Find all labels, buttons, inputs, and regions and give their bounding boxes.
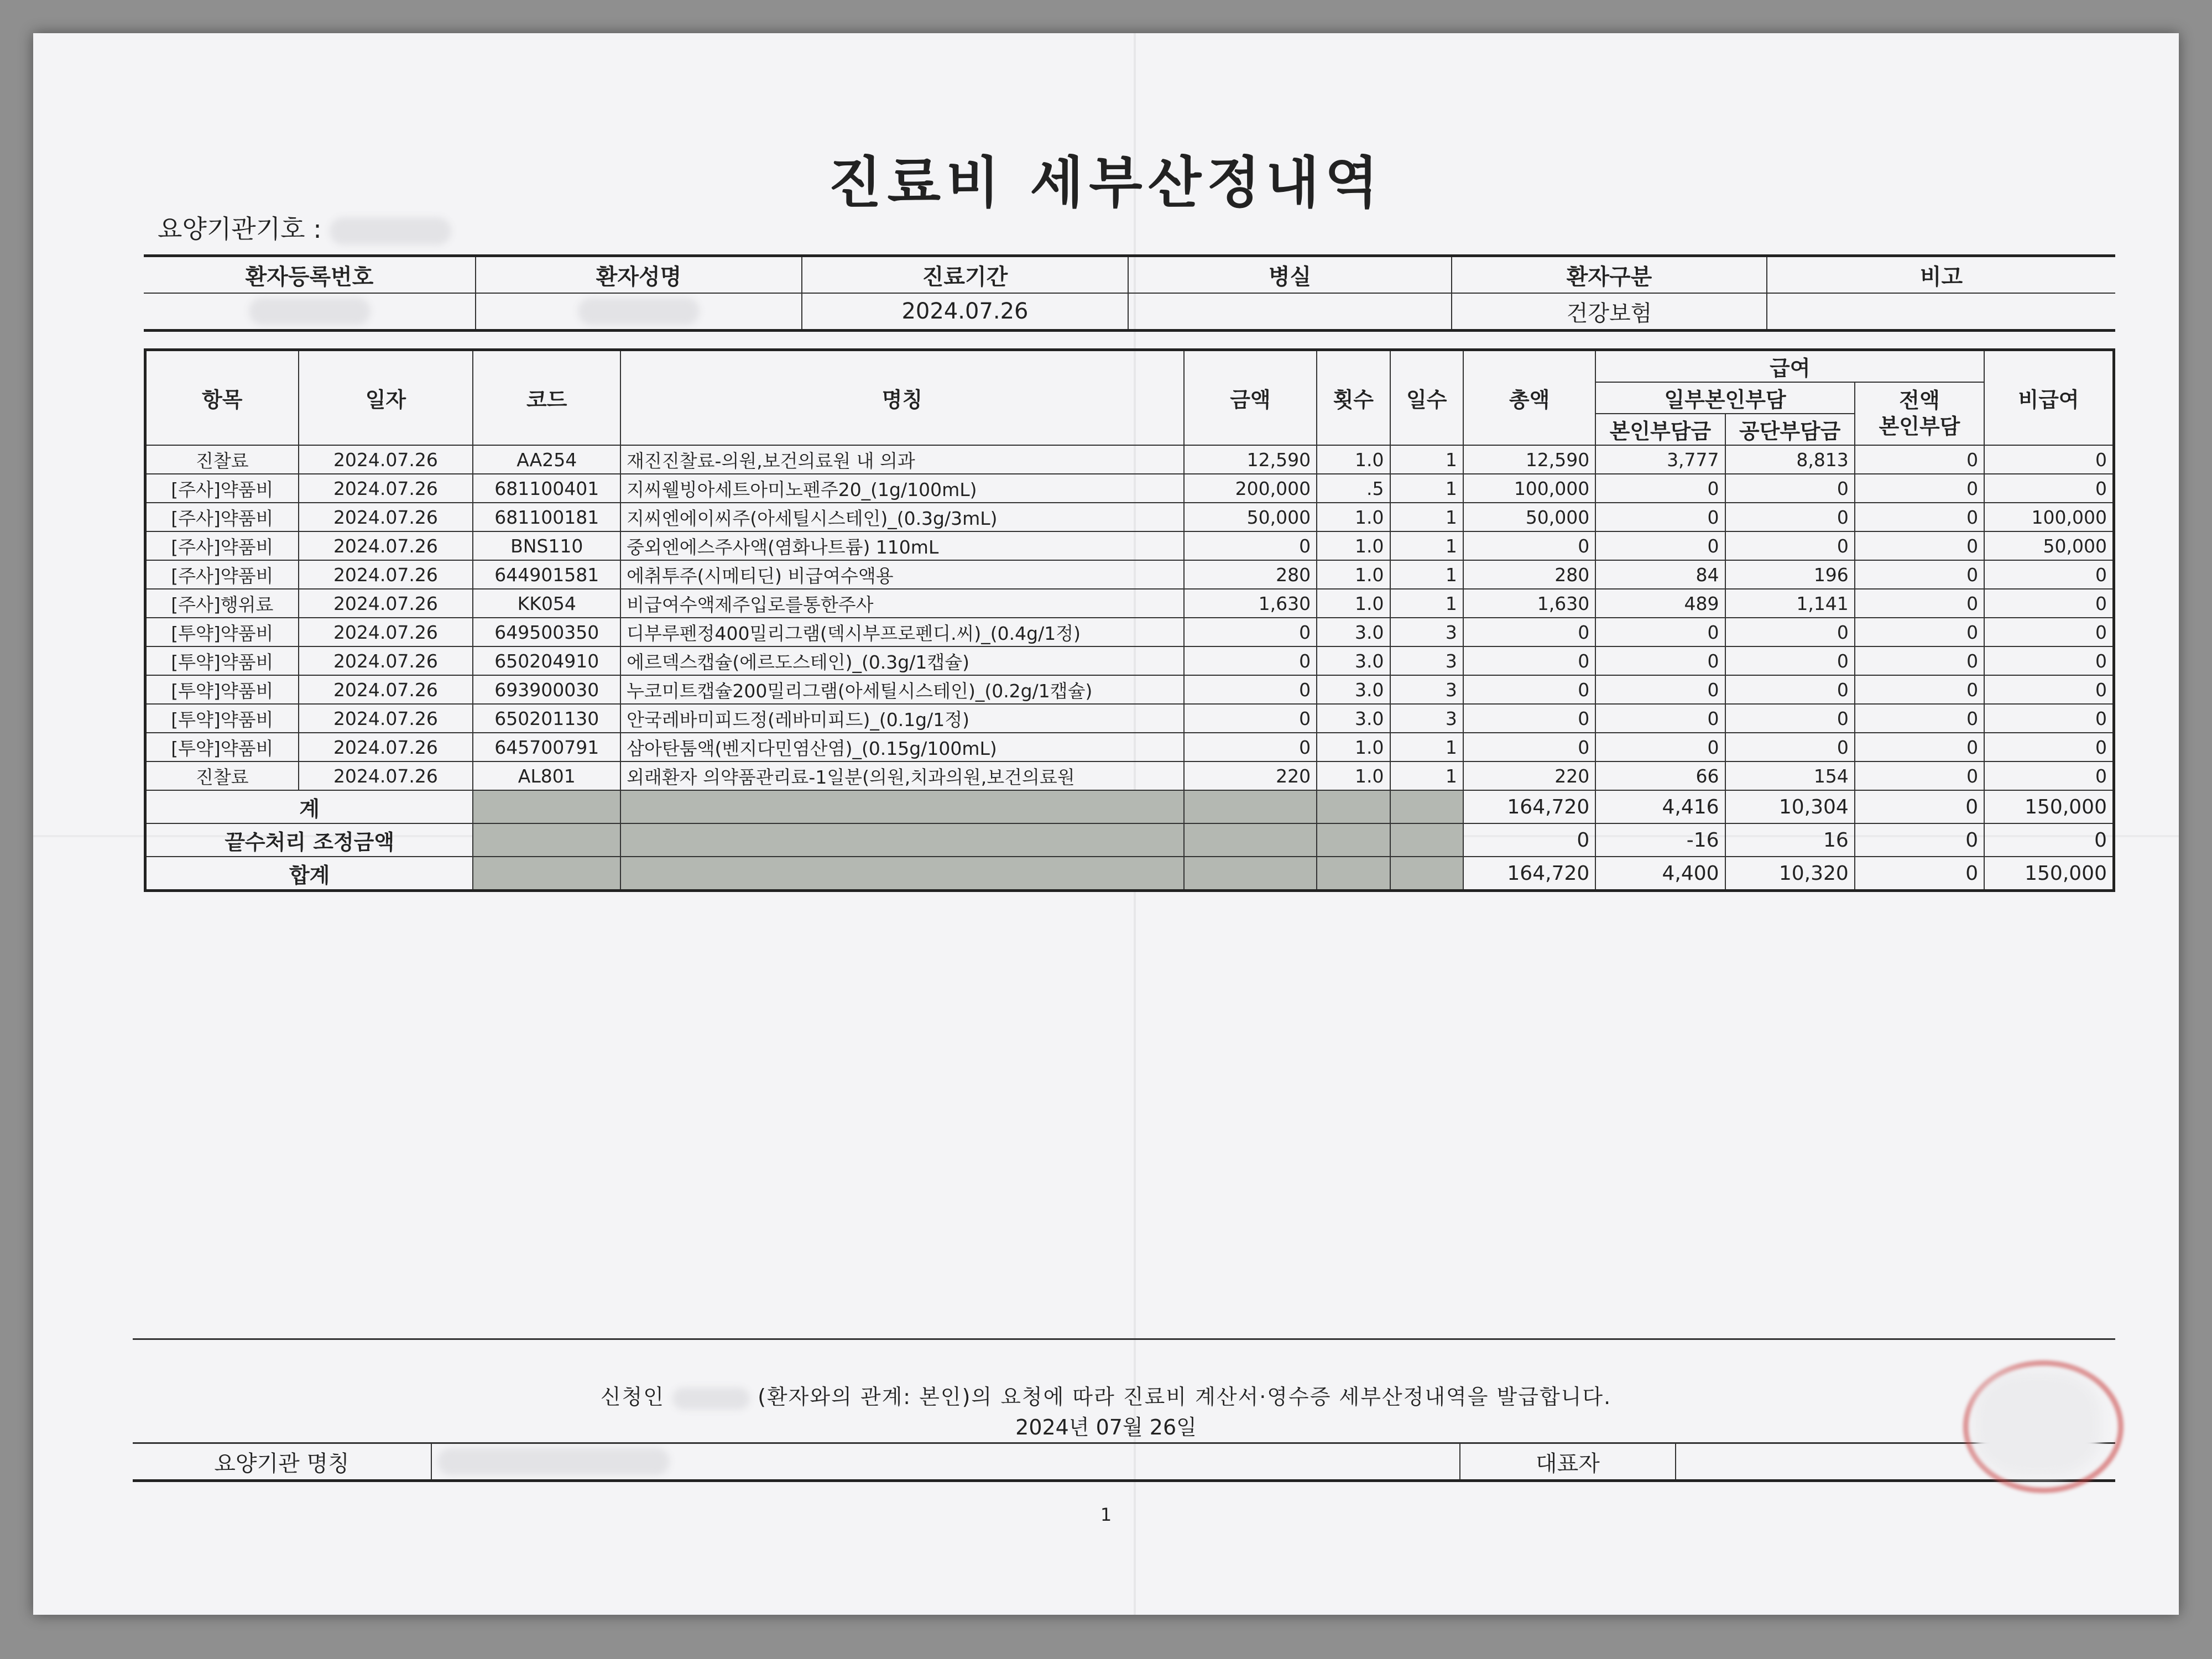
row-self-pay: 0 — [1595, 474, 1725, 503]
row-date: 2024.07.26 — [299, 618, 473, 646]
institution-name-value — [431, 1443, 1460, 1481]
col-header-full-self: 전액 본인부담 — [1855, 382, 1984, 445]
row-days: 1 — [1390, 445, 1463, 474]
representative-label: 대표자 — [1460, 1443, 1676, 1481]
row-date: 2024.07.26 — [299, 646, 473, 675]
row-times: 3.0 — [1317, 646, 1390, 675]
col-header-amount: 금액 — [1184, 350, 1317, 446]
summary-total: 164,720 — [1463, 790, 1595, 823]
row-insurer-pay: 154 — [1725, 761, 1855, 790]
col-header-insurer-pay: 공단부담금 — [1725, 414, 1855, 445]
institution-code-label: 요양기관기호 : — [158, 214, 322, 244]
row-total: 0 — [1463, 618, 1595, 646]
row-amount: 0 — [1184, 675, 1317, 704]
header-patient-type: 환자구분 — [1452, 256, 1767, 294]
row-amount: 1,630 — [1184, 589, 1317, 618]
row-amount: 12,590 — [1184, 445, 1317, 474]
row-full-self: 0 — [1855, 704, 1984, 733]
row-noncovered: 0 — [1984, 733, 2114, 761]
institution-name-label: 요양기관 명칭 — [133, 1443, 431, 1481]
row-total: 100,000 — [1463, 474, 1595, 503]
summary-noncovered: 150,000 — [1984, 857, 2114, 891]
row-total: 0 — [1463, 531, 1595, 560]
col-header-covered: 급여 — [1595, 350, 1984, 383]
row-times: 3.0 — [1317, 618, 1390, 646]
row-full-self: 0 — [1855, 618, 1984, 646]
row-item: [투약]약품비 — [145, 675, 299, 704]
row-self-pay: 0 — [1595, 531, 1725, 560]
summary-self-pay: 4,400 — [1595, 857, 1725, 891]
row-item: [투약]약품비 — [145, 704, 299, 733]
summary-insurer-pay: 10,320 — [1725, 857, 1855, 891]
row-date: 2024.07.26 — [299, 675, 473, 704]
row-item: [주사]약품비 — [145, 474, 299, 503]
row-item: [주사]약품비 — [145, 503, 299, 531]
row-code: 681100401 — [473, 474, 620, 503]
row-noncovered: 0 — [1984, 704, 2114, 733]
summary-self-pay: -16 — [1595, 823, 1725, 857]
col-header-name: 명칭 — [620, 350, 1184, 446]
signature-table — [133, 1442, 2115, 1482]
grey-cell — [1184, 857, 1317, 891]
row-days: 1 — [1390, 761, 1463, 790]
row-item: [주사]약품비 — [145, 560, 299, 589]
row-name: 에르덱스캡슐(에르도스테인)_(0.3g/1캡슐) — [620, 646, 1184, 675]
document-paper — [33, 33, 2179, 1615]
row-insurer-pay: 0 — [1725, 646, 1855, 675]
issuance-statement — [33, 1380, 2179, 1410]
row-date: 2024.07.26 — [299, 474, 473, 503]
issue-date: 2024년 07월 26일 — [1015, 1415, 1197, 1439]
row-days: 3 — [1390, 675, 1463, 704]
col-header-noncovered: 비급여 — [1984, 350, 2114, 446]
col-header-code: 코드 — [473, 350, 620, 446]
grey-cell — [1390, 823, 1463, 857]
row-insurer-pay: 0 — [1725, 675, 1855, 704]
row-name: 중외엔에스주사액(염화나트륨) 110mL — [620, 531, 1184, 560]
summary-row-rounding — [145, 823, 2114, 857]
institution-code — [158, 209, 451, 246]
table-row — [145, 445, 2114, 474]
row-days: 1 — [1390, 589, 1463, 618]
row-name: 비급여수액제주입로를통한주사 — [620, 589, 1184, 618]
col-header-date: 일자 — [299, 350, 473, 446]
row-days: 3 — [1390, 646, 1463, 675]
row-noncovered: 0 — [1984, 474, 2114, 503]
patient-type-value: 건강보험 — [1452, 293, 1767, 331]
ward-value — [1128, 293, 1452, 331]
table-row — [145, 560, 2114, 589]
summary-noncovered: 150,000 — [1984, 790, 2114, 823]
row-self-pay: 489 — [1595, 589, 1725, 618]
row-times: 1.0 — [1317, 733, 1390, 761]
grey-cell — [473, 790, 620, 823]
summary-label: 계 — [145, 790, 473, 823]
patient-info-header-row — [144, 256, 2115, 294]
table-row — [145, 589, 2114, 618]
row-name: 안국레바미피드정(레바미피드)_(0.1g/1정) — [620, 704, 1184, 733]
row-self-pay: 66 — [1595, 761, 1725, 790]
row-date: 2024.07.26 — [299, 589, 473, 618]
row-code: 649500350 — [473, 618, 620, 646]
row-full-self: 0 — [1855, 445, 1984, 474]
row-amount: 0 — [1184, 531, 1317, 560]
row-insurer-pay: 8,813 — [1725, 445, 1855, 474]
row-full-self: 0 — [1855, 589, 1984, 618]
row-code: 650201130 — [473, 704, 620, 733]
row-total: 0 — [1463, 646, 1595, 675]
row-item: [투약]약품비 — [145, 646, 299, 675]
row-insurer-pay: 0 — [1725, 704, 1855, 733]
patient-id-value — [144, 293, 476, 331]
row-total: 12,590 — [1463, 445, 1595, 474]
summary-full-self: 0 — [1855, 857, 1984, 891]
statement-suffix: (환자와의 관계: 본인)의 요청에 따라 진료비 계산서·영수증 세부산정내역을 발급합니다. — [758, 1385, 1612, 1409]
row-self-pay: 0 — [1595, 503, 1725, 531]
col-header-partial-self: 일부본인부담 — [1595, 382, 1855, 414]
row-noncovered: 0 — [1984, 761, 2114, 790]
table-row — [145, 761, 2114, 790]
row-code: KK054 — [473, 589, 620, 618]
patient-name-value — [476, 293, 802, 331]
row-name: 지씨웰빙아세트아미노펜주20_(1g/100mL) — [620, 474, 1184, 503]
redacted-institution-name — [437, 1448, 670, 1475]
signature-row — [133, 1443, 2115, 1481]
row-self-pay: 0 — [1595, 646, 1725, 675]
grey-cell — [620, 857, 1184, 891]
row-total: 220 — [1463, 761, 1595, 790]
redacted-patient-name — [578, 298, 700, 325]
row-full-self: 0 — [1855, 761, 1984, 790]
statement-prefix: 신청인 — [600, 1385, 665, 1409]
row-code: BNS110 — [473, 531, 620, 560]
summary-insurer-pay: 16 — [1725, 823, 1855, 857]
patient-info-value-row — [144, 293, 2115, 331]
table-row — [145, 531, 2114, 560]
row-full-self: 0 — [1855, 675, 1984, 704]
row-amount: 0 — [1184, 646, 1317, 675]
row-amount: 50,000 — [1184, 503, 1317, 531]
row-times: 1.0 — [1317, 589, 1390, 618]
row-date: 2024.07.26 — [299, 503, 473, 531]
table-row — [145, 618, 2114, 646]
table-row — [145, 646, 2114, 675]
header-treatment-period: 진료기간 — [802, 256, 1128, 294]
row-date: 2024.07.26 — [299, 531, 473, 560]
header-remarks: 비고 — [1767, 256, 2115, 294]
table-row — [145, 474, 2114, 503]
row-insurer-pay: 196 — [1725, 560, 1855, 589]
row-days: 1 — [1390, 733, 1463, 761]
row-item: [주사]약품비 — [145, 531, 299, 560]
grey-cell — [473, 857, 620, 891]
col-header-times: 횟수 — [1317, 350, 1390, 446]
row-self-pay: 0 — [1595, 675, 1725, 704]
summary-full-self: 0 — [1855, 823, 1984, 857]
row-date: 2024.07.26 — [299, 704, 473, 733]
row-full-self: 0 — [1855, 474, 1984, 503]
row-total: 0 — [1463, 733, 1595, 761]
row-times: 1.0 — [1317, 560, 1390, 589]
row-amount: 220 — [1184, 761, 1317, 790]
row-item: [주사]행위료 — [145, 589, 299, 618]
header-patient-id: 환자등록번호 — [144, 256, 476, 294]
row-code: 644901581 — [473, 560, 620, 589]
row-name: 누코미트캡슐200밀리그램(아세틸시스테인)_(0.2g/1캡슐) — [620, 675, 1184, 704]
charge-rows — [145, 445, 2114, 891]
row-code: 693900030 — [473, 675, 620, 704]
grey-cell — [1317, 790, 1390, 823]
remarks-value — [1767, 293, 2115, 331]
row-amount: 0 — [1184, 704, 1317, 733]
row-self-pay: 0 — [1595, 704, 1725, 733]
row-code: 681100181 — [473, 503, 620, 531]
row-times: 3.0 — [1317, 675, 1390, 704]
redacted-seal — [1974, 1371, 2101, 1477]
row-insurer-pay: 0 — [1725, 618, 1855, 646]
row-amount: 0 — [1184, 733, 1317, 761]
row-noncovered: 0 — [1984, 646, 2114, 675]
page-number: 1 — [1100, 1504, 1112, 1525]
row-noncovered: 50,000 — [1984, 531, 2114, 560]
row-name: 외래환자 의약품관리료-1일분(의원,치과의원,보건의료원 — [620, 761, 1184, 790]
row-total: 0 — [1463, 675, 1595, 704]
row-name: 지씨엔에이씨주(아세틸시스테인)_(0.3g/3mL) — [620, 503, 1184, 531]
row-insurer-pay: 0 — [1725, 503, 1855, 531]
row-insurer-pay: 1,141 — [1725, 589, 1855, 618]
row-noncovered: 100,000 — [1984, 503, 2114, 531]
row-times: 3.0 — [1317, 704, 1390, 733]
row-full-self: 0 — [1855, 560, 1984, 589]
row-code: 650204910 — [473, 646, 620, 675]
row-name: 에취투주(시메티딘) 비급여수액용 — [620, 560, 1184, 589]
row-times: .5 — [1317, 474, 1390, 503]
charge-detail-table — [144, 348, 2115, 892]
row-times: 1.0 — [1317, 503, 1390, 531]
table-header-row-1 — [145, 350, 2114, 383]
table-row — [145, 503, 2114, 531]
row-days: 1 — [1390, 560, 1463, 589]
row-self-pay: 84 — [1595, 560, 1725, 589]
grey-cell — [1317, 823, 1390, 857]
row-noncovered: 0 — [1984, 618, 2114, 646]
summary-total: 164,720 — [1463, 857, 1595, 891]
row-code: 645700791 — [473, 733, 620, 761]
grey-cell — [620, 790, 1184, 823]
row-insurer-pay: 0 — [1725, 531, 1855, 560]
row-times: 1.0 — [1317, 445, 1390, 474]
row-date: 2024.07.26 — [299, 761, 473, 790]
row-amount: 280 — [1184, 560, 1317, 589]
row-name: 재진진찰료-의원,보건의료원 내 의과 — [620, 445, 1184, 474]
summary-row-grand-total — [145, 857, 2114, 891]
grey-cell — [620, 823, 1184, 857]
row-date: 2024.07.26 — [299, 560, 473, 589]
redacted-institution-code — [330, 217, 451, 245]
row-code: AA254 — [473, 445, 620, 474]
row-amount: 200,000 — [1184, 474, 1317, 503]
grey-cell — [1390, 857, 1463, 891]
treatment-period-value: 2024.07.26 — [802, 293, 1128, 331]
table-row — [145, 733, 2114, 761]
row-days: 1 — [1390, 503, 1463, 531]
summary-label: 끝수처리 조정금액 — [145, 823, 473, 857]
redacted-applicant-name — [672, 1387, 750, 1410]
summary-noncovered: 0 — [1984, 823, 2114, 857]
row-days: 3 — [1390, 704, 1463, 733]
row-noncovered: 0 — [1984, 675, 2114, 704]
header-ward: 병실 — [1128, 256, 1452, 294]
row-self-pay: 3,777 — [1595, 445, 1725, 474]
summary-total: 0 — [1463, 823, 1595, 857]
row-days: 1 — [1390, 474, 1463, 503]
row-code: AL801 — [473, 761, 620, 790]
row-self-pay: 0 — [1595, 618, 1725, 646]
col-header-self-pay: 본인부담금 — [1595, 414, 1725, 445]
row-total: 50,000 — [1463, 503, 1595, 531]
row-amount: 0 — [1184, 618, 1317, 646]
row-full-self: 0 — [1855, 531, 1984, 560]
row-days: 1 — [1390, 531, 1463, 560]
page-title: 진료비 세부산정내역 — [828, 150, 1384, 215]
summary-full-self: 0 — [1855, 790, 1984, 823]
row-date: 2024.07.26 — [299, 445, 473, 474]
row-insurer-pay: 0 — [1725, 474, 1855, 503]
row-total: 0 — [1463, 704, 1595, 733]
col-header-days: 일수 — [1390, 350, 1463, 446]
row-item: [투약]약품비 — [145, 618, 299, 646]
grey-cell — [1390, 790, 1463, 823]
row-times: 1.0 — [1317, 761, 1390, 790]
row-total: 1,630 — [1463, 589, 1595, 618]
row-times: 1.0 — [1317, 531, 1390, 560]
summary-label: 합계 — [145, 857, 473, 891]
summary-insurer-pay: 10,304 — [1725, 790, 1855, 823]
row-noncovered: 0 — [1984, 445, 2114, 474]
grey-cell — [1184, 823, 1317, 857]
row-self-pay: 0 — [1595, 733, 1725, 761]
table-row — [145, 675, 2114, 704]
row-item: 진찰료 — [145, 445, 299, 474]
table-row — [145, 704, 2114, 733]
row-item: 진찰료 — [145, 761, 299, 790]
grey-cell — [1317, 857, 1390, 891]
col-header-total: 총액 — [1463, 350, 1595, 446]
row-total: 280 — [1463, 560, 1595, 589]
summary-self-pay: 4,416 — [1595, 790, 1725, 823]
redacted-patient-id — [249, 298, 371, 325]
row-date: 2024.07.26 — [299, 733, 473, 761]
row-full-self: 0 — [1855, 733, 1984, 761]
grey-cell — [473, 823, 620, 857]
row-full-self: 0 — [1855, 646, 1984, 675]
summary-row-subtotal — [145, 790, 2114, 823]
row-noncovered: 0 — [1984, 589, 2114, 618]
row-name: 디부루펜정400밀리그램(덱시부프로펜디.씨)_(0.4g/1정) — [620, 618, 1184, 646]
grey-cell — [1184, 790, 1317, 823]
row-days: 3 — [1390, 618, 1463, 646]
footer-divider — [133, 1338, 2115, 1340]
row-full-self: 0 — [1855, 503, 1984, 531]
patient-info-table — [144, 254, 2115, 332]
row-insurer-pay: 0 — [1725, 733, 1855, 761]
row-noncovered: 0 — [1984, 560, 2114, 589]
row-item: [투약]약품비 — [145, 733, 299, 761]
header-patient-name: 환자성명 — [476, 256, 802, 294]
row-name: 삼아탄툼액(벤지다민염산염)_(0.15g/100mL) — [620, 733, 1184, 761]
col-header-item: 항목 — [145, 350, 299, 446]
